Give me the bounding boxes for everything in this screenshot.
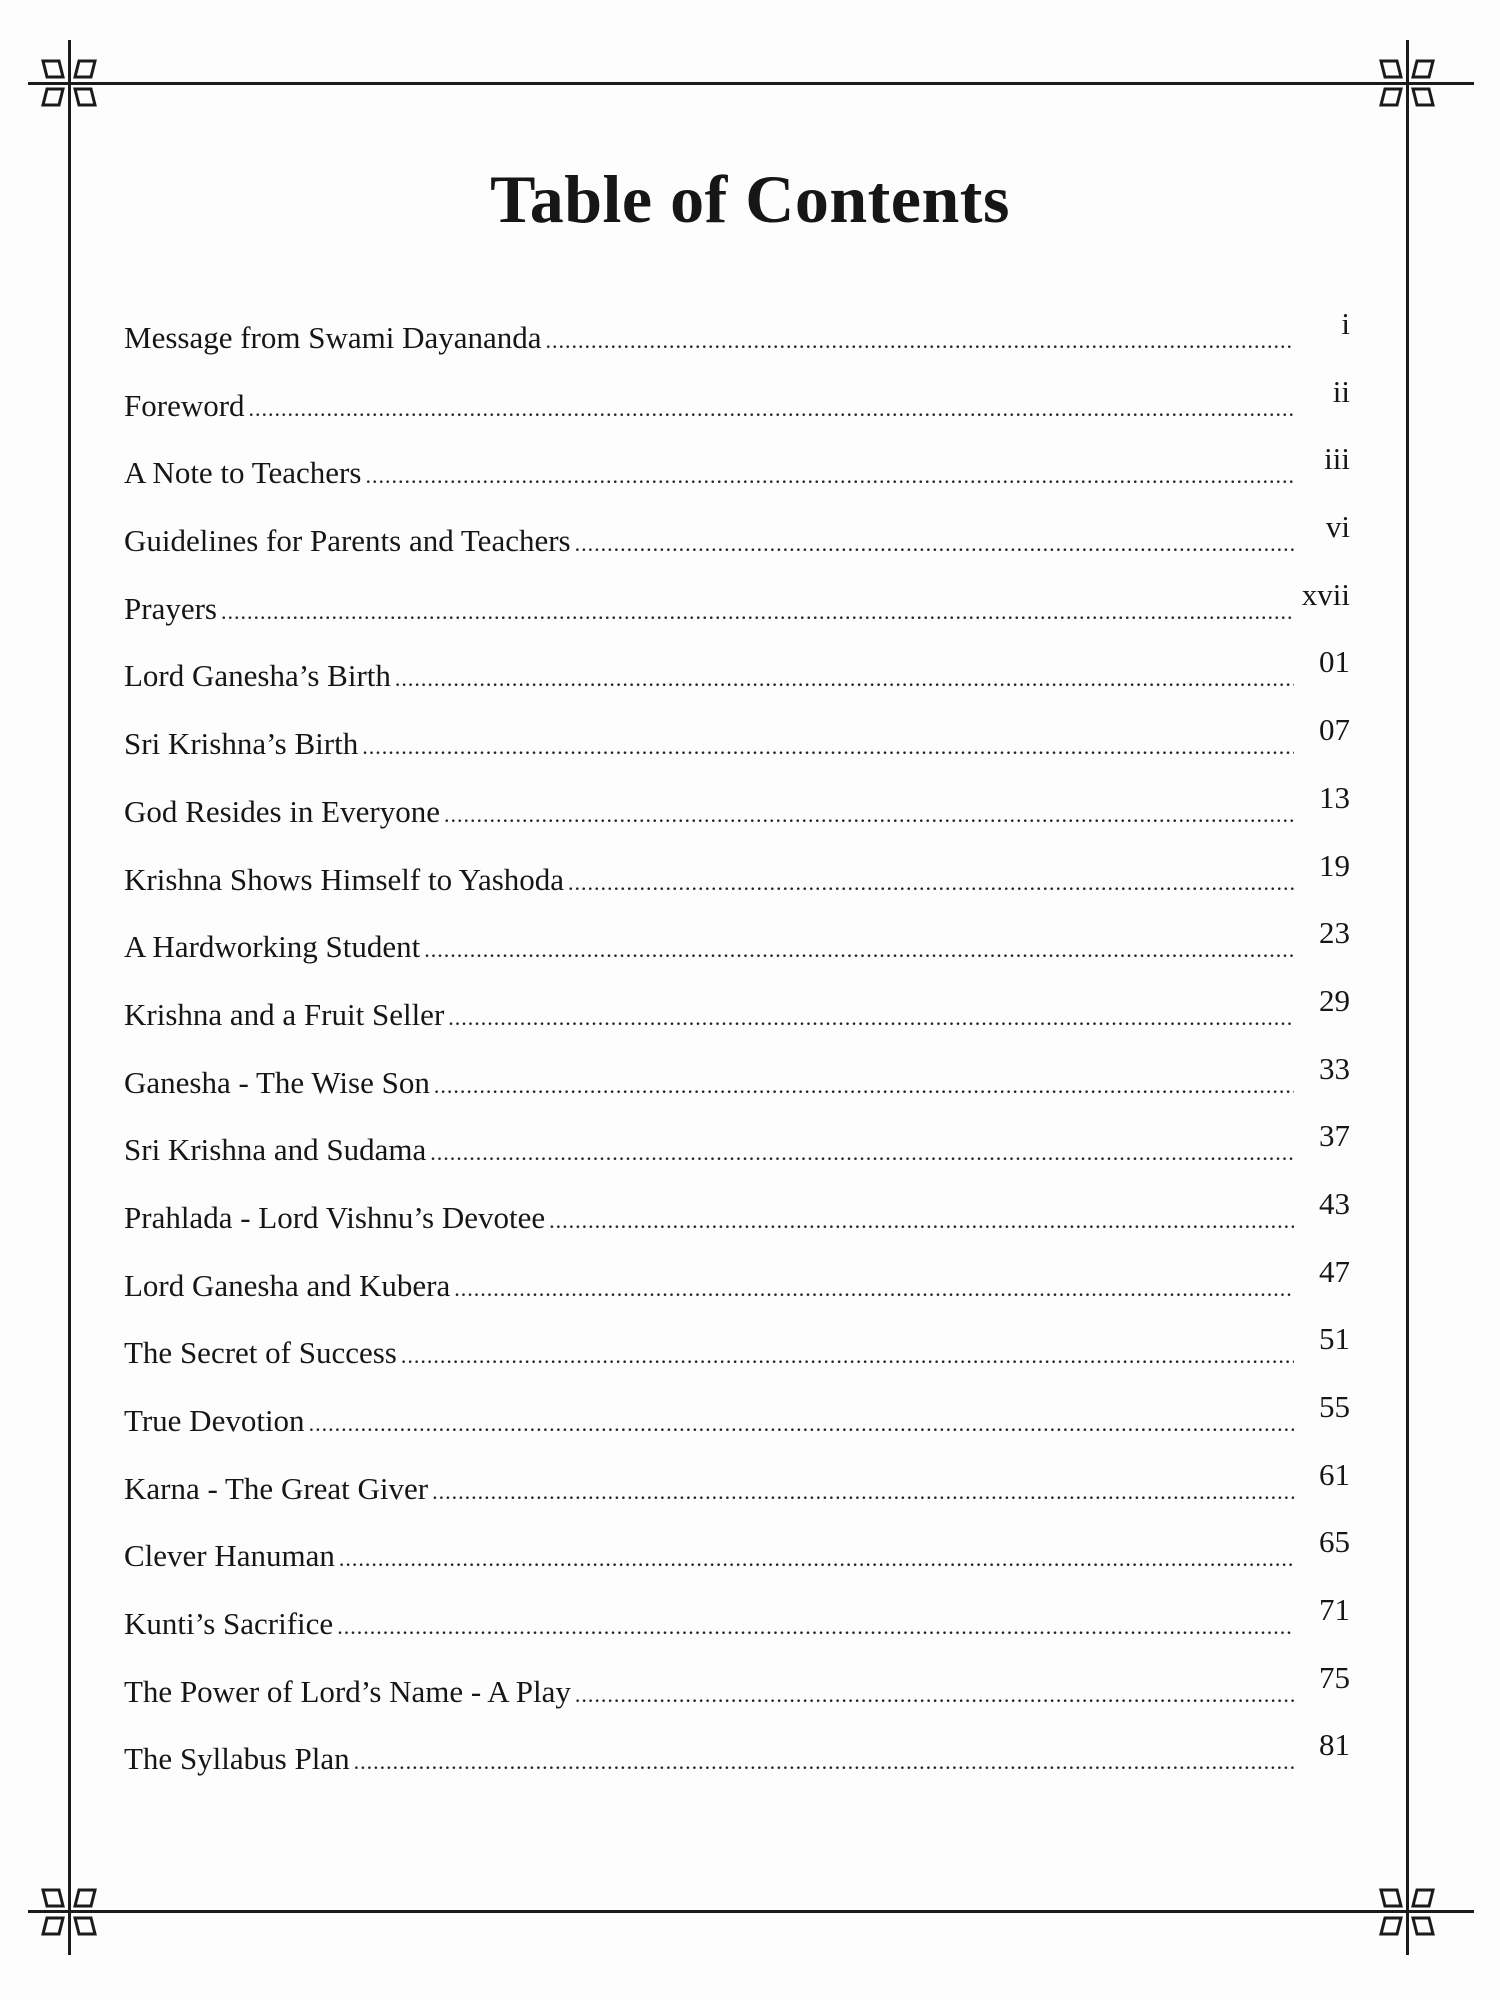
toc-dot-leader (424, 930, 1294, 970)
toc-entry-title: Krishna and a Fruit Seller (124, 996, 445, 1032)
toc-entry-page-number: 07 (1319, 712, 1350, 748)
toc-entry-page-number: 75 (1319, 1659, 1350, 1695)
frame-left-border (68, 40, 71, 1955)
frame-top-border (28, 82, 1474, 85)
toc-entry-page-number: i (1341, 306, 1350, 341)
toc-dot-leader (444, 795, 1294, 835)
toc-entry-title: Krishna Shows Himself to Yashoda (124, 861, 565, 897)
toc-entry[interactable] (124, 1185, 1350, 1266)
toc-entry-title: Message from Swami Dayananda (124, 320, 542, 355)
toc-entry[interactable] (124, 712, 1350, 792)
toc-entry-page-number: 23 (1319, 915, 1350, 951)
toc-entry-title: The Power of Lord’s Name - A Play (124, 1673, 571, 1709)
toc-dot-leader (365, 456, 1294, 496)
toc-entry-title: God Resides in Everyone (124, 793, 440, 829)
toc-entry-page-number: 51 (1319, 1321, 1350, 1357)
toc-dot-leader (432, 1472, 1294, 1512)
toc-entry-title: Karna - The Great Giver (124, 1470, 429, 1506)
toc-entry-page-number: 43 (1319, 1185, 1350, 1221)
toc-dot-leader (337, 1607, 1294, 1647)
toc-entry-title: Sri Krishna’s Birth (124, 726, 359, 762)
toc-entry[interactable] (124, 644, 1350, 724)
toc-dot-leader (354, 1742, 1294, 1782)
toc-entry-title: Foreword (124, 387, 245, 423)
toc-entry-page-number: 19 (1319, 847, 1350, 883)
toc-dot-leader (221, 592, 1294, 632)
toc-dot-leader (339, 1539, 1294, 1579)
toc-entry[interactable] (124, 1118, 1350, 1198)
toc-dot-leader (249, 389, 1294, 429)
corner-ornament-icon (29, 43, 109, 123)
toc-entry-page-number: 01 (1319, 644, 1350, 680)
corner-ornament-icon (1367, 1872, 1447, 1952)
toc-entry[interactable] (124, 373, 1350, 454)
toc-entry-title: Clever Hanuman (124, 1538, 335, 1574)
toc-dot-leader (362, 727, 1294, 767)
toc-entry[interactable] (124, 1321, 1350, 1401)
toc-dot-leader (434, 1066, 1294, 1106)
toc-entry-page-number: xvii (1301, 576, 1350, 612)
toc-entry[interactable] (124, 1050, 1350, 1131)
toc-entry[interactable] (124, 441, 1350, 521)
toc-dot-leader (454, 1269, 1294, 1309)
toc-dot-leader (401, 1336, 1294, 1376)
corner-ornament-icon (1367, 43, 1447, 123)
toc-dot-leader (309, 1404, 1294, 1444)
toc-entry-title: The Syllabus Plan (124, 1741, 350, 1777)
toc-entry-page-number: 65 (1319, 1524, 1350, 1560)
toc-dot-leader (549, 1201, 1294, 1241)
toc-entry-title: Guidelines for Parents and Teachers (124, 523, 571, 559)
toc-entry[interactable] (124, 1727, 1350, 1807)
toc-entry[interactable] (124, 576, 1350, 657)
toc-entry-page-number: 47 (1319, 1253, 1350, 1289)
table-of-contents-list (124, 306, 1350, 1807)
toc-entry[interactable] (124, 306, 1350, 386)
toc-entry-page-number: 37 (1319, 1118, 1350, 1154)
toc-entry-title: A Note to Teachers (124, 455, 362, 491)
toc-entry-title: True Devotion (124, 1403, 305, 1438)
toc-entry[interactable] (124, 1389, 1350, 1469)
toc-entry-title: Lord Ganesha’s Birth (124, 658, 391, 694)
toc-entry[interactable] (124, 1524, 1350, 1604)
toc-dot-leader (448, 998, 1294, 1038)
toc-entry-page-number: 29 (1319, 982, 1350, 1018)
toc-entry-page-number: ii (1332, 373, 1350, 409)
toc-entry-page-number: iii (1324, 441, 1350, 477)
toc-entry[interactable] (124, 1253, 1350, 1334)
frame-bottom-border (28, 1910, 1474, 1913)
toc-entry[interactable] (124, 779, 1350, 860)
toc-entry[interactable] (124, 1456, 1350, 1537)
toc-entry-title: A Hardworking Student (124, 929, 421, 965)
toc-entry-page-number: 13 (1319, 779, 1350, 815)
page-title: Table of Contents (490, 161, 1010, 237)
toc-entry-title: Sri Krishna and Sudama (124, 1132, 427, 1168)
toc-entry-page-number: 71 (1319, 1592, 1350, 1628)
toc-entry-page-number: 33 (1319, 1050, 1350, 1086)
frame-right-border (1406, 40, 1409, 1955)
toc-entry-title: Ganesha - The Wise Son (124, 1064, 430, 1100)
toc-entry[interactable] (124, 982, 1350, 1063)
toc-entry-page-number: 61 (1319, 1456, 1350, 1492)
toc-entry[interactable] (124, 1592, 1350, 1672)
toc-dot-leader (430, 1133, 1294, 1173)
toc-entry-title: Kunti’s Sacrifice (124, 1606, 334, 1642)
toc-entry-title: The Secret of Success (124, 1335, 397, 1371)
toc-entry-page-number: vi (1325, 509, 1350, 545)
toc-entry-title: Prahlada - Lord Vishnu’s Devotee (124, 1199, 546, 1235)
toc-entry[interactable] (124, 847, 1350, 928)
toc-dot-leader (546, 321, 1294, 361)
toc-entry-page-number: 81 (1319, 1727, 1350, 1763)
toc-entry-page-number: 55 (1319, 1389, 1350, 1424)
toc-entry-title: Lord Ganesha and Kubera (124, 1267, 451, 1303)
toc-dot-leader (568, 863, 1294, 903)
toc-dot-leader (575, 524, 1294, 564)
toc-entry[interactable] (124, 1659, 1350, 1740)
toc-dot-leader (395, 659, 1294, 699)
toc-dot-leader (575, 1675, 1294, 1715)
toc-entry[interactable] (124, 915, 1350, 995)
corner-ornament-icon (29, 1872, 109, 1952)
toc-entry[interactable] (124, 509, 1350, 589)
toc-entry-title: Prayers (124, 590, 217, 626)
